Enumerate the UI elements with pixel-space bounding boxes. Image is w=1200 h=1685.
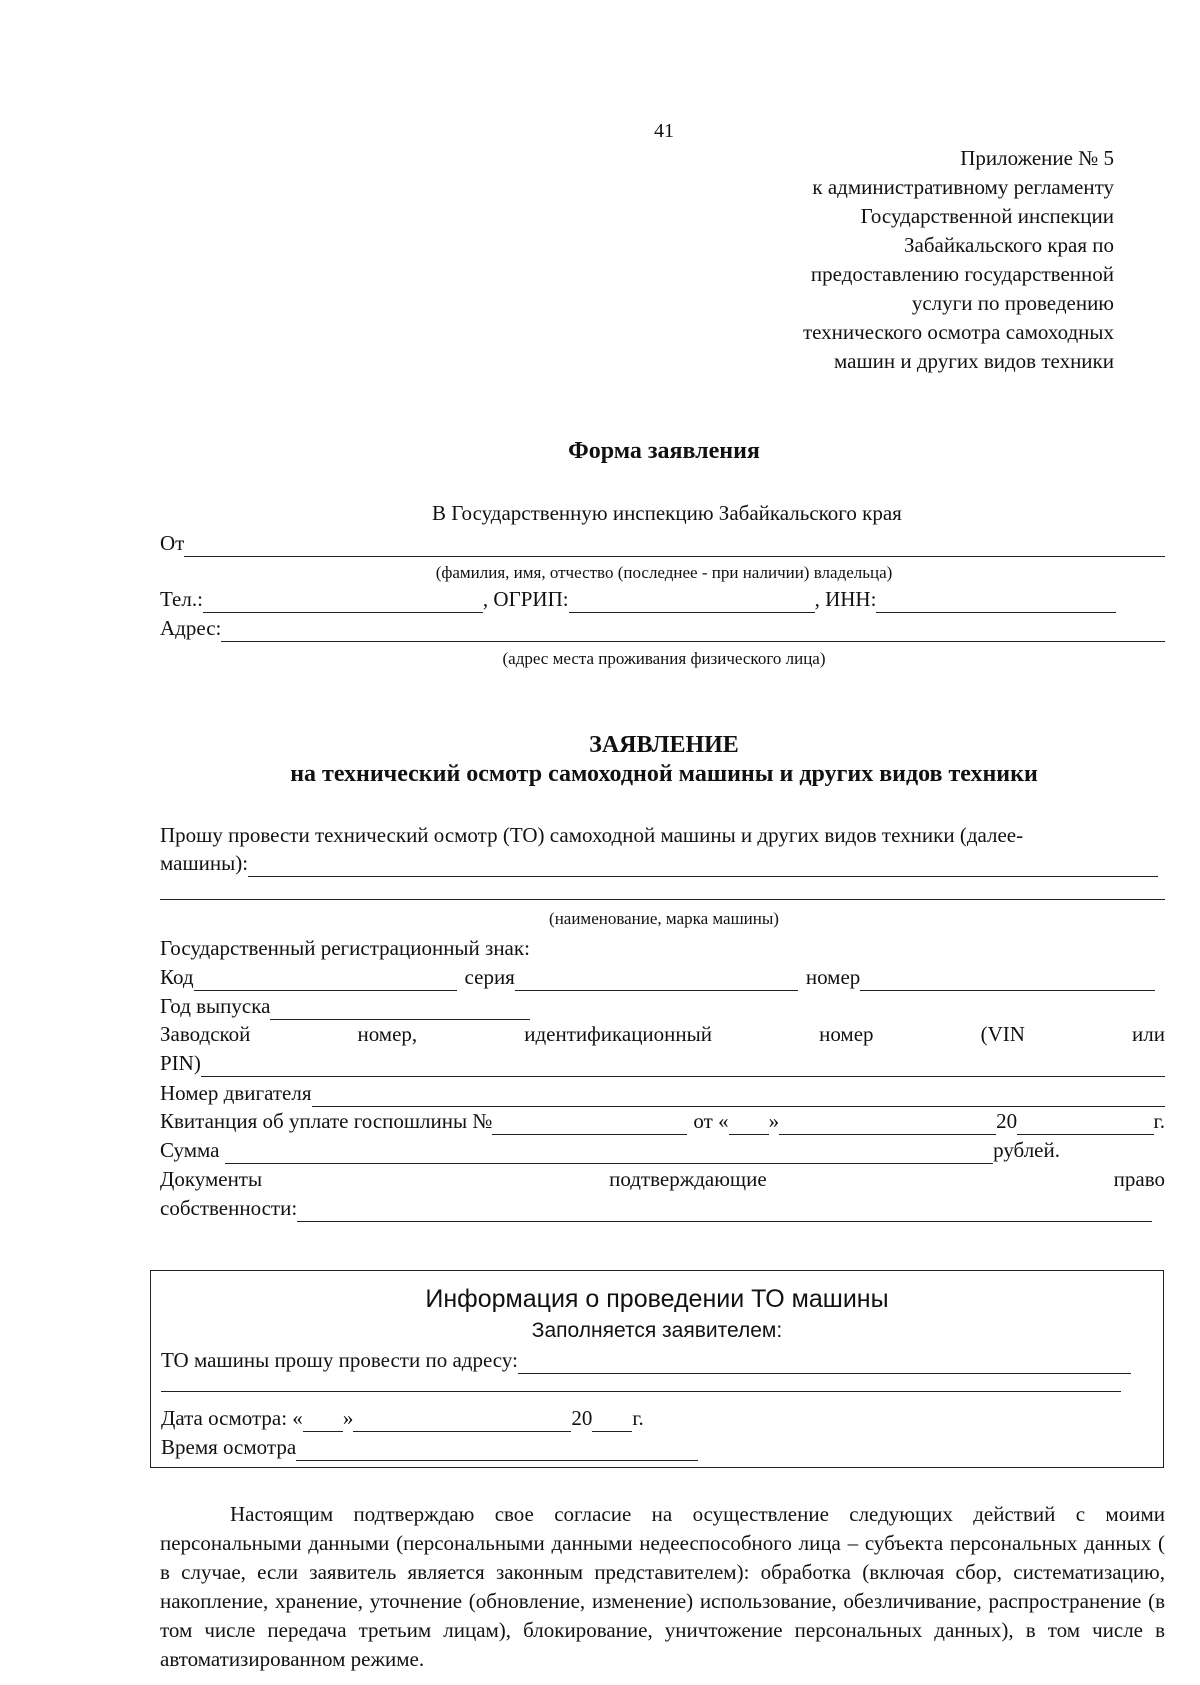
info-box — [150, 1270, 1164, 1468]
inspection-address-row — [161, 1347, 1131, 1374]
consent-text: Настоящим подтверждаю свое согласие на осуществление следующих действий с моими персональными данными (персональными данными недееспособного лица – субъекта персональных данных ( в случае, если заявитель является законным представителем): обработка (включая сбор, систематизацию, накопление, хранение, уточнение (обновление, изменение) использование, обезличивание, распространение (в том числе передача третьим лицам), блокирование, уничтожение персональных данных), в том числе в автоматизированном режиме. — [160, 1502, 1165, 1671]
vin-word: номер, — [357, 1022, 418, 1046]
inspection-time-row — [161, 1434, 698, 1461]
sum-field[interactable] — [225, 1143, 993, 1164]
info-box-subtitle: Заполняется заявителем: — [531, 1319, 783, 1342]
appendix-line: Забайкальского края по — [904, 233, 1114, 257]
from-row — [160, 530, 1165, 557]
docs-row — [160, 1166, 1165, 1193]
vin-word: (VIN — [980, 1022, 1025, 1046]
address-caption: (адрес места проживания физического лица) — [502, 649, 826, 668]
code-label: Код — [160, 965, 194, 989]
docs-word: подтверждающие — [609, 1167, 767, 1191]
statement-subtitle: на технический осмотр самоходной машины и других видов техники — [290, 761, 1038, 787]
receipt-year-suffix: г. — [1153, 1109, 1165, 1133]
receipt-year-prefix: 20 — [996, 1109, 1018, 1133]
appendix-line: предоставлению государственной — [810, 262, 1114, 286]
machines-label: машины): — [160, 851, 249, 875]
machines-row — [160, 850, 1158, 877]
phone-field[interactable] — [203, 592, 483, 613]
vin-word: номер — [819, 1022, 874, 1046]
series-label: серия — [464, 965, 515, 989]
address-row — [160, 615, 1165, 642]
inspection-address-field[interactable] — [518, 1353, 1131, 1374]
sum-label: Сумма — [160, 1138, 220, 1162]
receipt-day-field[interactable] — [729, 1114, 769, 1135]
engine-row — [160, 1080, 1165, 1107]
address-label: Адрес: — [160, 616, 222, 640]
machine-caption: (наименование, марка машины) — [549, 909, 779, 928]
ogrip-field[interactable] — [569, 592, 815, 613]
inspection-time-field[interactable] — [296, 1440, 698, 1461]
number-label: номер — [805, 965, 861, 989]
year-row — [160, 993, 560, 1020]
appendix-line: Государственной инспекции — [860, 204, 1114, 228]
contact-row — [160, 586, 1165, 613]
engine-label: Номер двигателя — [160, 1081, 312, 1105]
vin-word: или — [1132, 1022, 1165, 1046]
inn-field[interactable] — [876, 592, 1116, 613]
series-field[interactable] — [515, 970, 798, 991]
code-field[interactable] — [194, 970, 457, 991]
page-number: 41 — [654, 120, 674, 142]
addressee: В Государственную инспекцию Забайкальского края — [432, 501, 902, 525]
address-field[interactable] — [221, 621, 1165, 642]
consent-paragraph — [160, 1500, 1165, 1674]
ownership-row — [160, 1195, 1152, 1222]
inspection-address-line-2[interactable] — [161, 1391, 1121, 1392]
receipt-from-label: от « — [693, 1109, 729, 1133]
inspection-date-row — [161, 1405, 761, 1432]
receipt-close-label: » — [768, 1109, 780, 1133]
appendix-block — [803, 144, 1114, 376]
inspection-time-label: Время осмотра — [161, 1435, 297, 1459]
appendix-line: к административному регламенту — [812, 175, 1114, 199]
docs-word: Документы — [160, 1167, 263, 1191]
reg-sign-row — [160, 964, 1155, 991]
info-box-title: Информация о проведении ТО машины — [425, 1285, 889, 1313]
year-label: Год выпуска — [160, 994, 271, 1018]
machine-name-line[interactable] — [160, 899, 1165, 900]
inspection-date-close: » — [342, 1406, 354, 1430]
inspection-address-label: ТО машины прошу провести по адресу: — [161, 1348, 518, 1372]
receipt-year-field[interactable] — [1017, 1114, 1153, 1135]
ogrip-label: , ОГРИП: — [482, 587, 569, 611]
appendix-line: услуги по проведению — [911, 291, 1114, 315]
inn-label: , ИНН: — [814, 587, 877, 611]
engine-number-field[interactable] — [312, 1086, 1166, 1107]
ownership-label: собственности: — [160, 1196, 298, 1220]
owner-name-field[interactable] — [184, 536, 1165, 557]
from-label: От — [160, 531, 185, 555]
machines-field[interactable] — [248, 856, 1158, 877]
pin-row — [160, 1050, 1165, 1077]
reg-sign-label: Государственный регистрационный знак: — [160, 936, 530, 960]
inspection-month-field[interactable] — [353, 1411, 571, 1432]
year-field[interactable] — [270, 999, 530, 1020]
vin-word: идентификационный — [524, 1022, 712, 1046]
receipt-label: Квитанция об уплате госпошлины № — [160, 1109, 493, 1133]
vin-field[interactable] — [201, 1056, 1165, 1077]
receipt-number-field[interactable] — [492, 1114, 687, 1135]
number-field[interactable] — [860, 970, 1155, 991]
appendix-line: машин и других видов техники — [833, 349, 1114, 373]
inspection-date-label: Дата осмотра: « — [161, 1406, 303, 1430]
appendix-line: технического осмотра самоходных — [802, 320, 1114, 344]
statement-title: ЗАЯВЛЕНИЕ — [589, 732, 739, 758]
inspection-day-field[interactable] — [303, 1411, 343, 1432]
vin-row — [160, 1021, 1165, 1048]
sum-row — [160, 1137, 1060, 1164]
inspection-year-field[interactable] — [592, 1411, 632, 1432]
request-text: Прошу провести технический осмотр (ТО) самоходной машины и других видов техники (далее- — [160, 823, 1024, 847]
receipt-month-field[interactable] — [779, 1114, 996, 1135]
receipt-row — [160, 1108, 1165, 1135]
vin-word: Заводской — [160, 1022, 251, 1046]
pin-label: PIN) — [160, 1051, 201, 1075]
inspection-year-suffix: г. — [632, 1406, 644, 1430]
rubles-label: рублей. — [993, 1138, 1060, 1162]
ownership-docs-field[interactable] — [297, 1201, 1152, 1222]
docs-word: право — [1113, 1167, 1165, 1191]
phone-label: Тел.: — [160, 587, 203, 611]
form-title: Форма заявления — [568, 438, 760, 464]
from-caption: (фамилия, имя, отчество (последнее - при наличии) владельца) — [435, 563, 893, 582]
appendix-line: Приложение № 5 — [960, 146, 1114, 170]
inspection-year-prefix: 20 — [571, 1406, 593, 1430]
